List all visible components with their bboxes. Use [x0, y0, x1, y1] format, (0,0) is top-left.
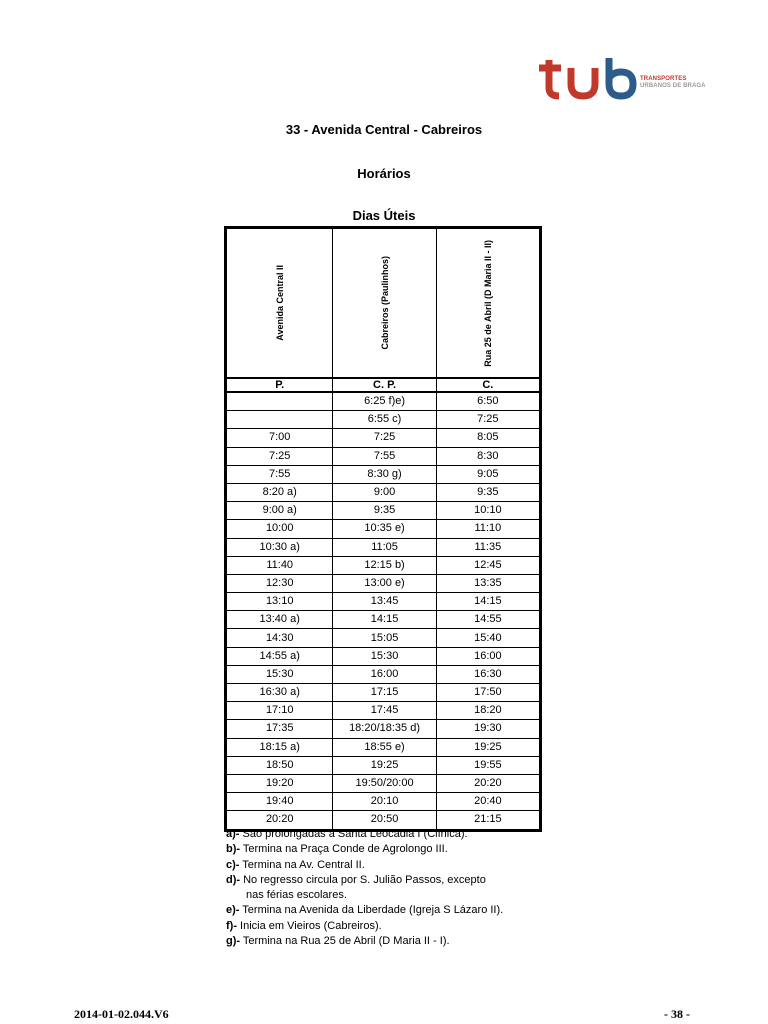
footnote-text: nas férias escolares.	[246, 889, 347, 902]
time-cell: 18:15 a)	[227, 738, 333, 756]
footnotes	[226, 827, 503, 949]
time-cell: 11:35	[436, 538, 539, 556]
time-cell: 18:20/18:35 d)	[333, 720, 436, 738]
table-row	[227, 483, 540, 501]
logo-caption	[640, 76, 706, 90]
time-cell: 10:10	[436, 502, 539, 520]
time-cell: 18:20	[436, 702, 539, 720]
footnote-text: Termina na Avenida da Liberdade (Igreja S Lázaro II).	[239, 904, 504, 917]
time-cell: 7:00	[227, 429, 333, 447]
time-cell: 18:50	[227, 756, 333, 774]
time-cell: 7:55	[333, 447, 436, 465]
page-number: - 38 -	[664, 1007, 690, 1021]
timetable-table	[226, 228, 540, 830]
time-cell: 12:30	[227, 574, 333, 592]
footnote-key: c)-	[226, 858, 240, 871]
time-cell: 13:00 e)	[333, 574, 436, 592]
time-cell: 19:40	[227, 793, 333, 811]
table-row	[227, 647, 540, 665]
page-subtitle: Horários	[357, 166, 411, 181]
time-cell: 17:50	[436, 684, 539, 702]
time-cell	[227, 411, 333, 429]
time-cell: 9:35	[436, 483, 539, 501]
table-row	[227, 774, 540, 792]
header-label: Cabreiros (Paulinhos)	[379, 256, 390, 350]
time-cell	[227, 392, 333, 411]
time-cell: 19:55	[436, 756, 539, 774]
time-cell: 11:05	[333, 538, 436, 556]
logo-letter-b	[609, 58, 633, 96]
footnote	[226, 873, 503, 888]
doc-id: 2014-01-02.044.V6	[74, 1007, 169, 1021]
time-cell: 19:50/20:00	[333, 774, 436, 792]
time-cell: 7:55	[227, 465, 333, 483]
table-row	[227, 502, 540, 520]
header-col-0	[227, 229, 333, 379]
time-cell: 6:55 c)	[333, 411, 436, 429]
time-cell: 9:35	[333, 502, 436, 520]
time-cell: 14:15	[436, 593, 539, 611]
timetable	[224, 226, 542, 832]
header-col-1	[333, 229, 436, 379]
time-cell: 14:30	[227, 629, 333, 647]
time-cell: 16:00	[436, 647, 539, 665]
time-cell: 21:15	[436, 811, 539, 829]
table-row	[227, 520, 540, 538]
time-cell: 7:25	[333, 429, 436, 447]
header-label: Rua 25 de Abril (D Maria II - II)	[482, 239, 493, 367]
time-cell: 16:30	[436, 665, 539, 683]
footnote	[226, 919, 503, 934]
footnote	[226, 858, 503, 873]
header-label: Avenida Central II	[274, 265, 285, 341]
table-row	[227, 429, 540, 447]
table-row	[227, 574, 540, 592]
time-cell: 6:50	[436, 392, 539, 411]
footnote-key: d)-	[226, 873, 241, 886]
footnote-text: Termina na Rua 25 de Abril (D Maria II - I).	[240, 935, 450, 948]
footnote-key: e)-	[226, 904, 240, 917]
time-cell: 20:50	[333, 811, 436, 829]
time-cell: 19:20	[227, 774, 333, 792]
footnote-key: b)-	[226, 843, 241, 856]
footnote-text: Termina na Praça Conde de Agrolongo III.	[240, 843, 448, 856]
time-cell: 14:55 a)	[227, 647, 333, 665]
time-cell: 8:30 g)	[333, 465, 436, 483]
time-cell: 9:00	[333, 483, 436, 501]
time-cell: 16:00	[333, 665, 436, 683]
time-cell: 17:35	[227, 720, 333, 738]
time-cell: 20:20	[436, 774, 539, 792]
time-cell: 15:05	[333, 629, 436, 647]
time-cell: 13:40 a)	[227, 611, 333, 629]
code-cell: C. P.	[333, 378, 436, 392]
footnote-key: a)-	[226, 828, 240, 840]
table-row	[227, 465, 540, 483]
footnote	[226, 903, 503, 918]
page-title: 33 - Avenida Central - Cabreiros	[285, 122, 483, 137]
time-cell: 13:35	[436, 574, 539, 592]
footnote-key: g)-	[226, 935, 241, 948]
footnote	[226, 827, 503, 842]
table-row	[227, 702, 540, 720]
time-cell: 20:40	[436, 793, 539, 811]
table-row	[227, 756, 540, 774]
time-cell: 8:30	[436, 447, 539, 465]
time-cell: 15:40	[436, 629, 539, 647]
time-cell: 19:25	[436, 738, 539, 756]
footnote	[226, 888, 503, 903]
time-cell: 8:20 a)	[227, 483, 333, 501]
section-title: Dias Úteis	[352, 208, 416, 223]
table-row	[227, 411, 540, 429]
time-cell: 15:30	[333, 647, 436, 665]
time-cell: 11:40	[227, 556, 333, 574]
time-cell: 8:05	[436, 429, 539, 447]
footnote	[226, 934, 503, 949]
time-cell: 19:25	[333, 756, 436, 774]
logo-letter-u	[571, 68, 595, 96]
header-col-2	[436, 229, 539, 379]
time-cell: 10:00	[227, 520, 333, 538]
time-cell: 9:00 a)	[227, 502, 333, 520]
table-row	[227, 611, 540, 629]
time-cell: 17:15	[333, 684, 436, 702]
table-row	[227, 538, 540, 556]
time-cell: 17:10	[227, 702, 333, 720]
table-row	[227, 665, 540, 683]
timetable-body	[227, 392, 540, 829]
table-row	[227, 593, 540, 611]
time-cell: 19:30	[436, 720, 539, 738]
table-row	[227, 684, 540, 702]
table-row	[227, 629, 540, 647]
time-cell: 14:15	[333, 611, 436, 629]
code-cell: C.	[436, 378, 539, 392]
footnote	[226, 842, 503, 857]
time-cell: 20:10	[333, 793, 436, 811]
time-cell: 15:30	[227, 665, 333, 683]
logo-letter-t	[539, 60, 561, 96]
time-cell: 14:55	[436, 611, 539, 629]
time-cell: 17:45	[333, 702, 436, 720]
footnote-text: Inicia em Vieiros (Cabreiros).	[237, 919, 382, 932]
time-cell: 11:10	[436, 520, 539, 538]
time-cell: 9:05	[436, 465, 539, 483]
time-cell: 6:25 f)e)	[333, 392, 436, 411]
footnote-key: f)-	[226, 919, 237, 932]
time-cell: 10:35 e)	[333, 520, 436, 538]
footnote-text: Termina na Av. Central II.	[239, 858, 365, 871]
time-cell: 7:25	[227, 447, 333, 465]
logo-line1: TRANSPORTES	[640, 76, 687, 82]
time-cell: 20:20	[227, 811, 333, 829]
time-cell: 16:30 a)	[227, 684, 333, 702]
table-row	[227, 793, 540, 811]
time-cell: 13:45	[333, 593, 436, 611]
code-cell: P.	[227, 378, 333, 392]
time-cell: 7:25	[436, 411, 539, 429]
time-cell: 12:45	[436, 556, 539, 574]
time-cell: 13:10	[227, 593, 333, 611]
table-row	[227, 556, 540, 574]
table-row	[227, 447, 540, 465]
footnote-text: No regresso circula por S. Julião Passos, excepto	[240, 873, 486, 886]
table-row	[227, 738, 540, 756]
time-cell: 12:15 b)	[333, 556, 436, 574]
table-row	[227, 392, 540, 411]
time-cell: 18:55 e)	[333, 738, 436, 756]
logo-line2: URBANOS DE BRAGA	[640, 83, 706, 89]
table-row	[227, 720, 540, 738]
footnote-text: São prolongadas a Santa Leocádia I (Clínica).	[239, 828, 468, 840]
time-cell: 10:30 a)	[227, 538, 333, 556]
